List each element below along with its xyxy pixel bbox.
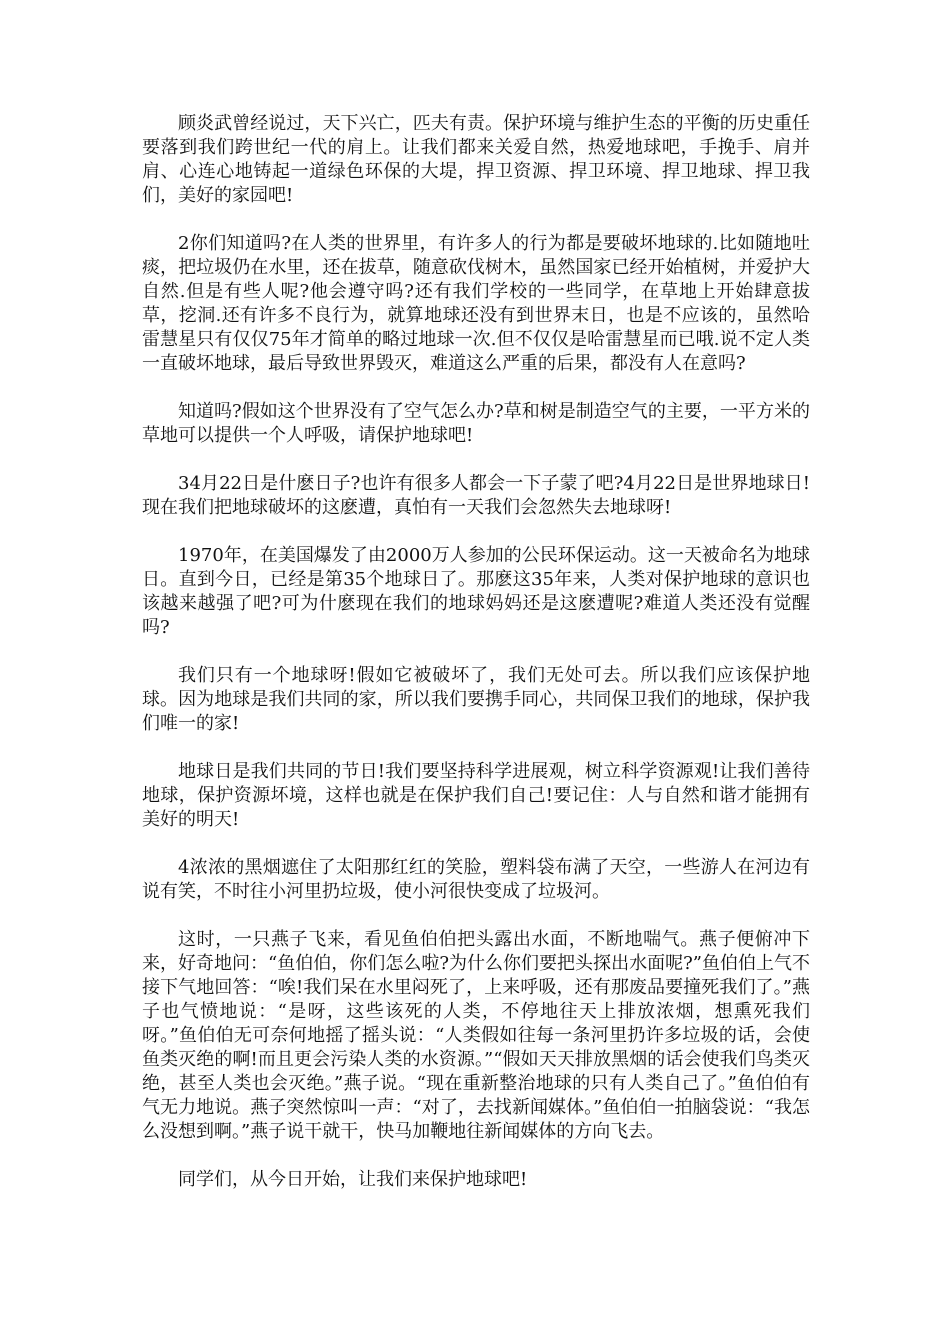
paragraph-7: 地球日是我们共同的节日!我们要坚持科学进展观，树立科学资源观!让我们善待地球，保护资源坏境，这样也就是在保护我们自己!要记住：人与自然和谐才能拥有美好的明天! (142, 761, 810, 830)
paragraph-8: 4浓浓的黑烟遮住了太阳那红红的笑脸，塑料袋布满了天空，一些游人在河边有说有笑，不时往小河里扔垃圾，使小河很快变成了垃圾河。 (142, 857, 810, 902)
paragraph-4: 34月22日是什麽日子?也许有很多人都会一下子蒙了吧?4月22日是世界地球日!现在我们把地球破坏的这麽遭，真怕有一天我们会忽然失去地球呀! (142, 473, 810, 518)
document-body (142, 112, 810, 1192)
paragraph-2: 2你们知道吗?在人类的世界里，有许多人的行为都是要破坏地球的.比如随地吐痰，把垃圾仍在水里，还在拔草，随意砍伐树木，虽然国家已经开始植树，并爱护大自然.但是有些人呢?他会遵守吗?还有我们学校的一些同学，在草地上开始肆意拔草，挖洞.还有许多不良行为，就算地球还没有到世界末日，也是不应该的，虽然哈雷慧星只有仅仅75年才简单的略过地球一次.但不仅仅是哈雷慧星而已哦.说不定人类一直破坏地球，最后导致世界毁灭，难道这么严重的后果，都没有人在意吗? (142, 233, 810, 374)
paragraph-10: 同学们，从今日开始，让我们来保护地球吧! (178, 1169, 528, 1190)
paragraph-5: 1970年，在美国爆发了由2000万人参加的公民环保运动。这一天被命名为地球日。直到今日，已经是第35个地球日了。那麽这35年来，人类对保护地球的意识也该越来越强了吧?可为什麽现在我们的地球妈妈还是这麽遭呢?难道人类还没有觉醒吗? (142, 545, 810, 638)
paragraph-9: 这时，一只燕子飞来，看见鱼伯伯把头露出水面，不断地喘气。燕子便俯冲下来，好奇地问：“鱼伯伯，你们怎么啦?为什么你们要把头探出水面呢?”鱼伯伯上气不接下气地回答：“唉!我们呆在水里闷死了，上来呼吸，还有那废品要撞死我们了。”燕子也气愤地说：“是呀，这些该死的人类，不停地往天上排放浓烟，想熏死我们呀。”鱼伯伯无可奈何地摇了摇头说：“人类假如往每一条河里扔许多垃圾的话，会使鱼类灭绝的啊!而且更会污染人类的水资源。”“假如天天排放黑烟的话会使我们鸟类灭绝，甚至人类也会灭绝。”燕子说。“现在重新整治地球的只有人类自己了。”鱼伯伯有气无力地说。燕子突然惊叫一声：“对了，去找新闻媒体。”鱼伯伯一拍脑袋说：“我怎么没想到啊。”燕子说干就干，快马加鞭地往新闻媒体的方向飞去。 (142, 929, 810, 1142)
paragraph-3: 知道吗?假如这个世界没有了空气怎么办?草和树是制造空气的主要，一平方米的草地可以提供一个人呼吸，请保护地球吧! (142, 401, 810, 446)
paragraph-6: 我们只有一个地球呀!假如它被破坏了，我们无处可去。所以我们应该保护地球。因为地球是我们共同的家，所以我们要携手同心，共同保卫我们的地球，保护我们唯一的家! (142, 665, 810, 734)
paragraph-1: 顾炎武曾经说过，天下兴亡，匹夫有责。保护环境与维护生态的平衡的历史重任要落到我们跨世纪一代的肩上。让我们都来关爱自然，热爱地球吧，手挽手、肩并肩、心连心地铸起一道绿色环保的大堤，捍卫资源、捍卫环境、捍卫地球、捍卫我们，美好的家园吧! (142, 113, 810, 206)
